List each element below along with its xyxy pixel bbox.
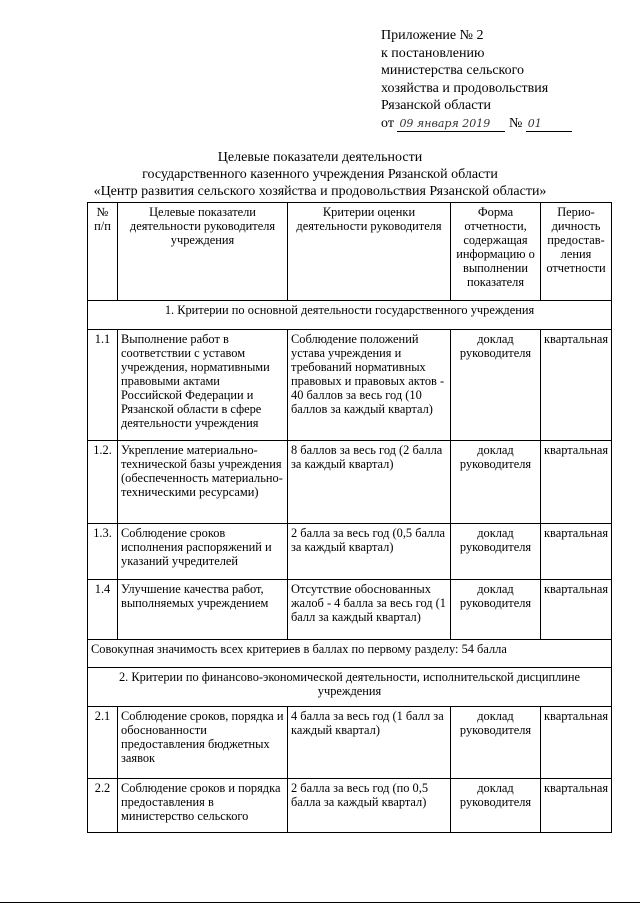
appendix-block (381, 27, 611, 133)
header-num: № п/п (88, 203, 118, 301)
number-label: № (508, 115, 523, 131)
table-row (88, 330, 612, 441)
appendix-line-3: министерства сельского (381, 63, 525, 79)
section-1-title: 1. Критерии по основной деятельности государственного учреждения (88, 301, 612, 330)
row-indicator: Соблюдение сроков и порядка предоставления в министерство сельского (118, 779, 288, 833)
row-form: доклад руководителя (451, 524, 541, 580)
total-1-row (88, 640, 612, 668)
table-header-row (88, 203, 612, 301)
table-row (88, 707, 612, 779)
row-form: доклад руководителя (451, 779, 541, 833)
section-2-row (88, 668, 612, 707)
header-criteria: Критерии оценки деятельности руководителя (288, 203, 451, 301)
appendix-date-line (381, 115, 611, 133)
table-row (88, 441, 612, 524)
handwritten-number: 01 (526, 117, 572, 132)
appendix-line-2: к постановлению (381, 45, 485, 61)
appendix-line-5: Рязанской области (381, 98, 492, 114)
title-line-2: государственного казенного учреждения Рязанской области (142, 167, 498, 182)
row-period: квартальная (541, 580, 612, 640)
row-num: 1.4 (88, 580, 118, 640)
row-form: доклад руководителя (451, 330, 541, 441)
table-row (88, 580, 612, 640)
handwritten-date: 09 января 2019 (397, 117, 505, 132)
row-criteria: 2 балла за весь год (0,5 балла за каждый квартал) (288, 524, 451, 580)
table-row (88, 779, 612, 833)
section-2-title: 2. Критерии по финансово-экономической деятельности, исполнительской дисциплине учреждения (88, 668, 612, 707)
row-num: 2.1 (88, 707, 118, 779)
row-num: 2.2 (88, 779, 118, 833)
page-bottom-edge (0, 902, 640, 903)
row-form: доклад руководителя (451, 707, 541, 779)
section-1-row (88, 301, 612, 330)
appendix-line-1: Приложение № 2 (381, 28, 484, 43)
row-criteria: 4 балла за весь год (1 балл за каждый квартал) (288, 707, 451, 779)
row-period: квартальная (541, 779, 612, 833)
row-form: доклад руководителя (451, 441, 541, 524)
row-indicator: Выполнение работ в соответствии с уставом учреждения, нормативными правовыми актами Российской Федерации и Рязанской области в сфере деятельности учреждения (118, 330, 288, 441)
table-row (88, 524, 612, 580)
header-form: Форма отчетности, содержащая информацию о выполнении показателя (451, 203, 541, 301)
document-title (0, 149, 640, 200)
row-period: квартальная (541, 330, 612, 441)
row-num: 1.3. (88, 524, 118, 580)
indicators-table (87, 202, 612, 833)
header-indicator: Целевые показатели деятельности руководителя учреждения (118, 203, 288, 301)
row-criteria: 8 баллов за весь год (2 балла за каждый квартал) (288, 441, 451, 524)
title-line-1: Целевые показатели деятельности (217, 150, 423, 165)
total-1-text: Совокупная значимость всех критериев в баллах по первому разделу: 54 балла (88, 640, 612, 668)
row-period: квартальная (541, 524, 612, 580)
row-num: 1.1 (88, 330, 118, 441)
row-criteria: 2 балла за весь год (по 0,5 балла за каждый квартал) (288, 779, 451, 833)
row-period: квартальная (541, 707, 612, 779)
row-num: 1.2. (88, 441, 118, 524)
date-prefix: от (381, 115, 394, 131)
row-criteria: Отсутствие обоснованных жалоб - 4 балла за весь год (1 балл за каждый квартал) (288, 580, 451, 640)
title-line-3: «Центр развития сельского хозяйства и продовольствия Рязанской области» (93, 184, 547, 199)
row-indicator: Соблюдение сроков исполнения распоряжений и указаний учредителей (118, 524, 288, 580)
row-indicator: Улучшение качества работ, выполняемых учреждением (118, 580, 288, 640)
appendix-line-4: хозяйства и продовольствия (381, 80, 549, 96)
row-indicator: Укрепление материально-технической базы учреждения (обеспеченность материально-техническими ресурсами) (118, 441, 288, 524)
row-indicator: Соблюдение сроков, порядка и обоснованности предоставления бюджетных заявок (118, 707, 288, 779)
header-period: Перио-дичность предостав-ления отчетности (541, 203, 612, 301)
row-form: доклад руководителя (451, 580, 541, 640)
row-period: квартальная (541, 441, 612, 524)
row-criteria: Соблюдение положений устава учреждения и требований нормативных правовых и правовых актов - 40 баллов за весь год (10 баллов за каждый квартал) (288, 330, 451, 441)
